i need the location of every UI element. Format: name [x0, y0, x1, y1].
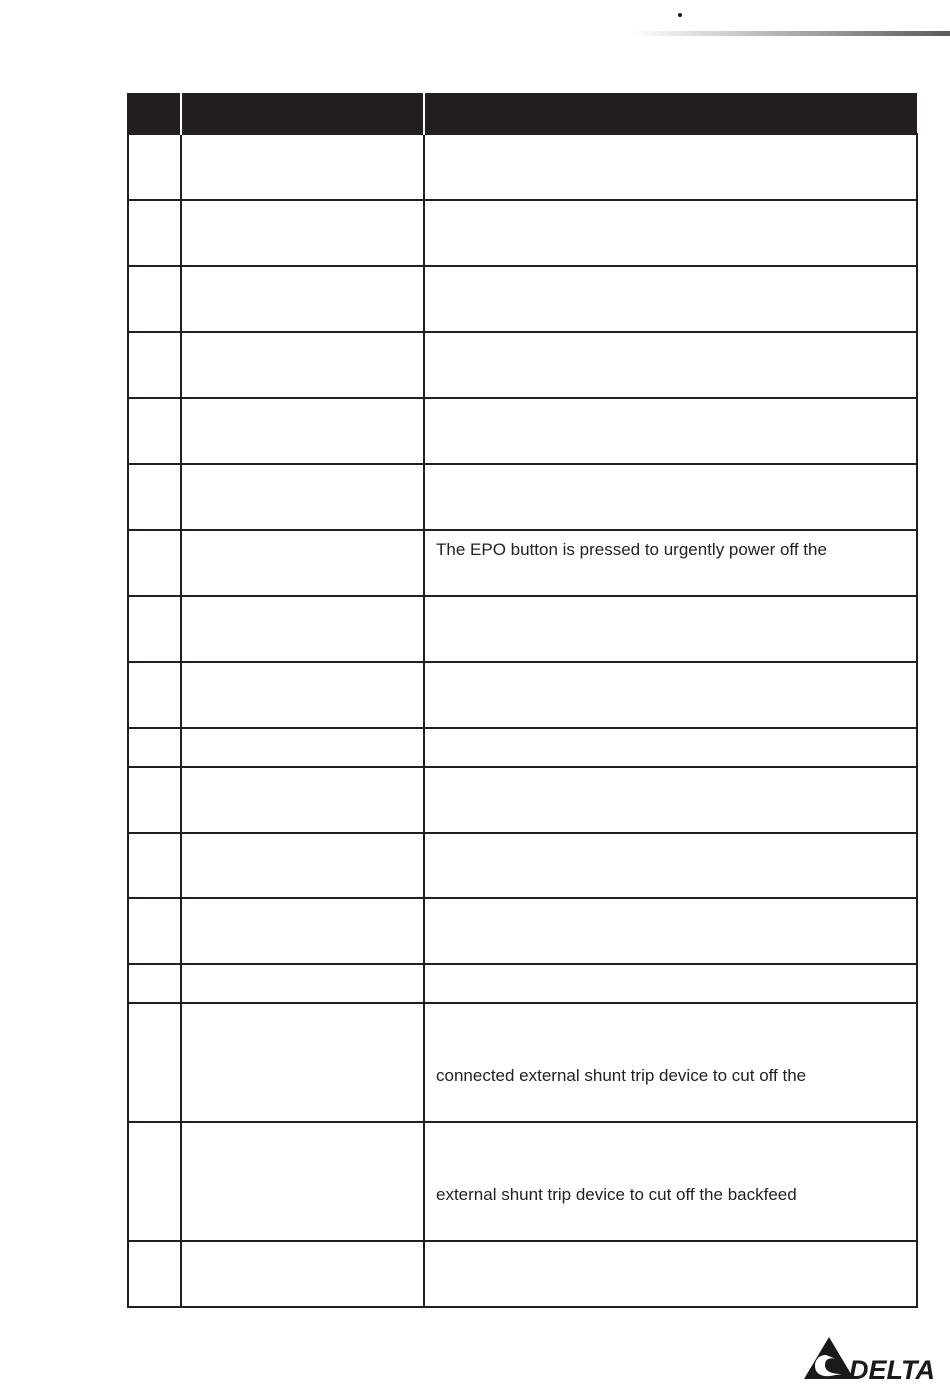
- row-description: [424, 530, 917, 596]
- row-number: [128, 833, 181, 898]
- row-number: [128, 398, 181, 464]
- row-item: [181, 1122, 424, 1241]
- row-item: [181, 728, 424, 767]
- row-number: [128, 964, 181, 1003]
- row-description: [424, 898, 917, 964]
- table-row: [128, 200, 917, 266]
- row-item: [181, 200, 424, 266]
- table-header-row: [128, 93, 917, 134]
- row-description-text: connected external shunt trip device to cut off the: [436, 1066, 807, 1085]
- row-item: [181, 530, 424, 596]
- row-item: [181, 266, 424, 332]
- row-number: [128, 596, 181, 662]
- row-description-text: external shunt trip device to cut off the backfeed: [436, 1185, 797, 1204]
- row-item: [181, 464, 424, 530]
- row-description: [424, 964, 917, 1003]
- table-row: [128, 134, 917, 200]
- row-number: [128, 767, 181, 833]
- row-description: [424, 596, 917, 662]
- table-row: [128, 662, 917, 728]
- row-description: [424, 200, 917, 266]
- row-number: [128, 1003, 181, 1122]
- row-number: [128, 134, 181, 200]
- row-description: [424, 833, 917, 898]
- row-description: [424, 134, 917, 200]
- row-item: [181, 134, 424, 200]
- row-item: [181, 596, 424, 662]
- table-row: [128, 1122, 917, 1241]
- row-number: [128, 200, 181, 266]
- table-row: [128, 767, 917, 833]
- row-description: [424, 398, 917, 464]
- row-description: [424, 767, 917, 833]
- row-number: [128, 1122, 181, 1241]
- row-description: [424, 266, 917, 332]
- row-number: [128, 898, 181, 964]
- header-gradient-rule: [630, 31, 950, 36]
- row-item: [181, 833, 424, 898]
- row-description: [424, 662, 917, 728]
- row-item: [181, 662, 424, 728]
- table-row: [128, 530, 917, 596]
- row-number: [128, 332, 181, 398]
- table-row: [128, 332, 917, 398]
- row-description-text: The EPO button is pressed to urgently power off the: [436, 540, 827, 559]
- column-header-item: [181, 93, 424, 134]
- table-row: [128, 596, 917, 662]
- table-row: [128, 728, 917, 767]
- table-row: [128, 464, 917, 530]
- table-row: [128, 964, 917, 1003]
- row-item: [181, 1003, 424, 1122]
- row-number: [128, 530, 181, 596]
- table-row: [128, 898, 917, 964]
- table-row: [128, 1003, 917, 1122]
- delta-logo: [800, 1333, 945, 1383]
- row-number: [128, 662, 181, 728]
- row-number: [128, 464, 181, 530]
- row-number: [128, 266, 181, 332]
- table-row: [128, 833, 917, 898]
- column-header-description: [424, 93, 917, 134]
- table-row: [128, 1241, 917, 1307]
- row-description: [424, 728, 917, 767]
- table-row: [128, 266, 917, 332]
- row-item: [181, 398, 424, 464]
- delta-logo-icon: [804, 1337, 854, 1379]
- row-item: [181, 964, 424, 1003]
- row-description: [424, 464, 917, 530]
- delta-logo-text: DELTA: [849, 1355, 935, 1383]
- row-description: [424, 1122, 917, 1241]
- row-description: [424, 1241, 917, 1307]
- row-item: [181, 767, 424, 833]
- row-item: [181, 332, 424, 398]
- specification-table: [127, 93, 918, 1308]
- row-number: [128, 728, 181, 767]
- row-item: [181, 898, 424, 964]
- table-row: [128, 398, 917, 464]
- row-number: [128, 1241, 181, 1307]
- column-header-number: [128, 93, 181, 134]
- row-description: [424, 332, 917, 398]
- row-description: [424, 1003, 917, 1122]
- header-bullet-icon: [678, 13, 682, 17]
- row-item: [181, 1241, 424, 1307]
